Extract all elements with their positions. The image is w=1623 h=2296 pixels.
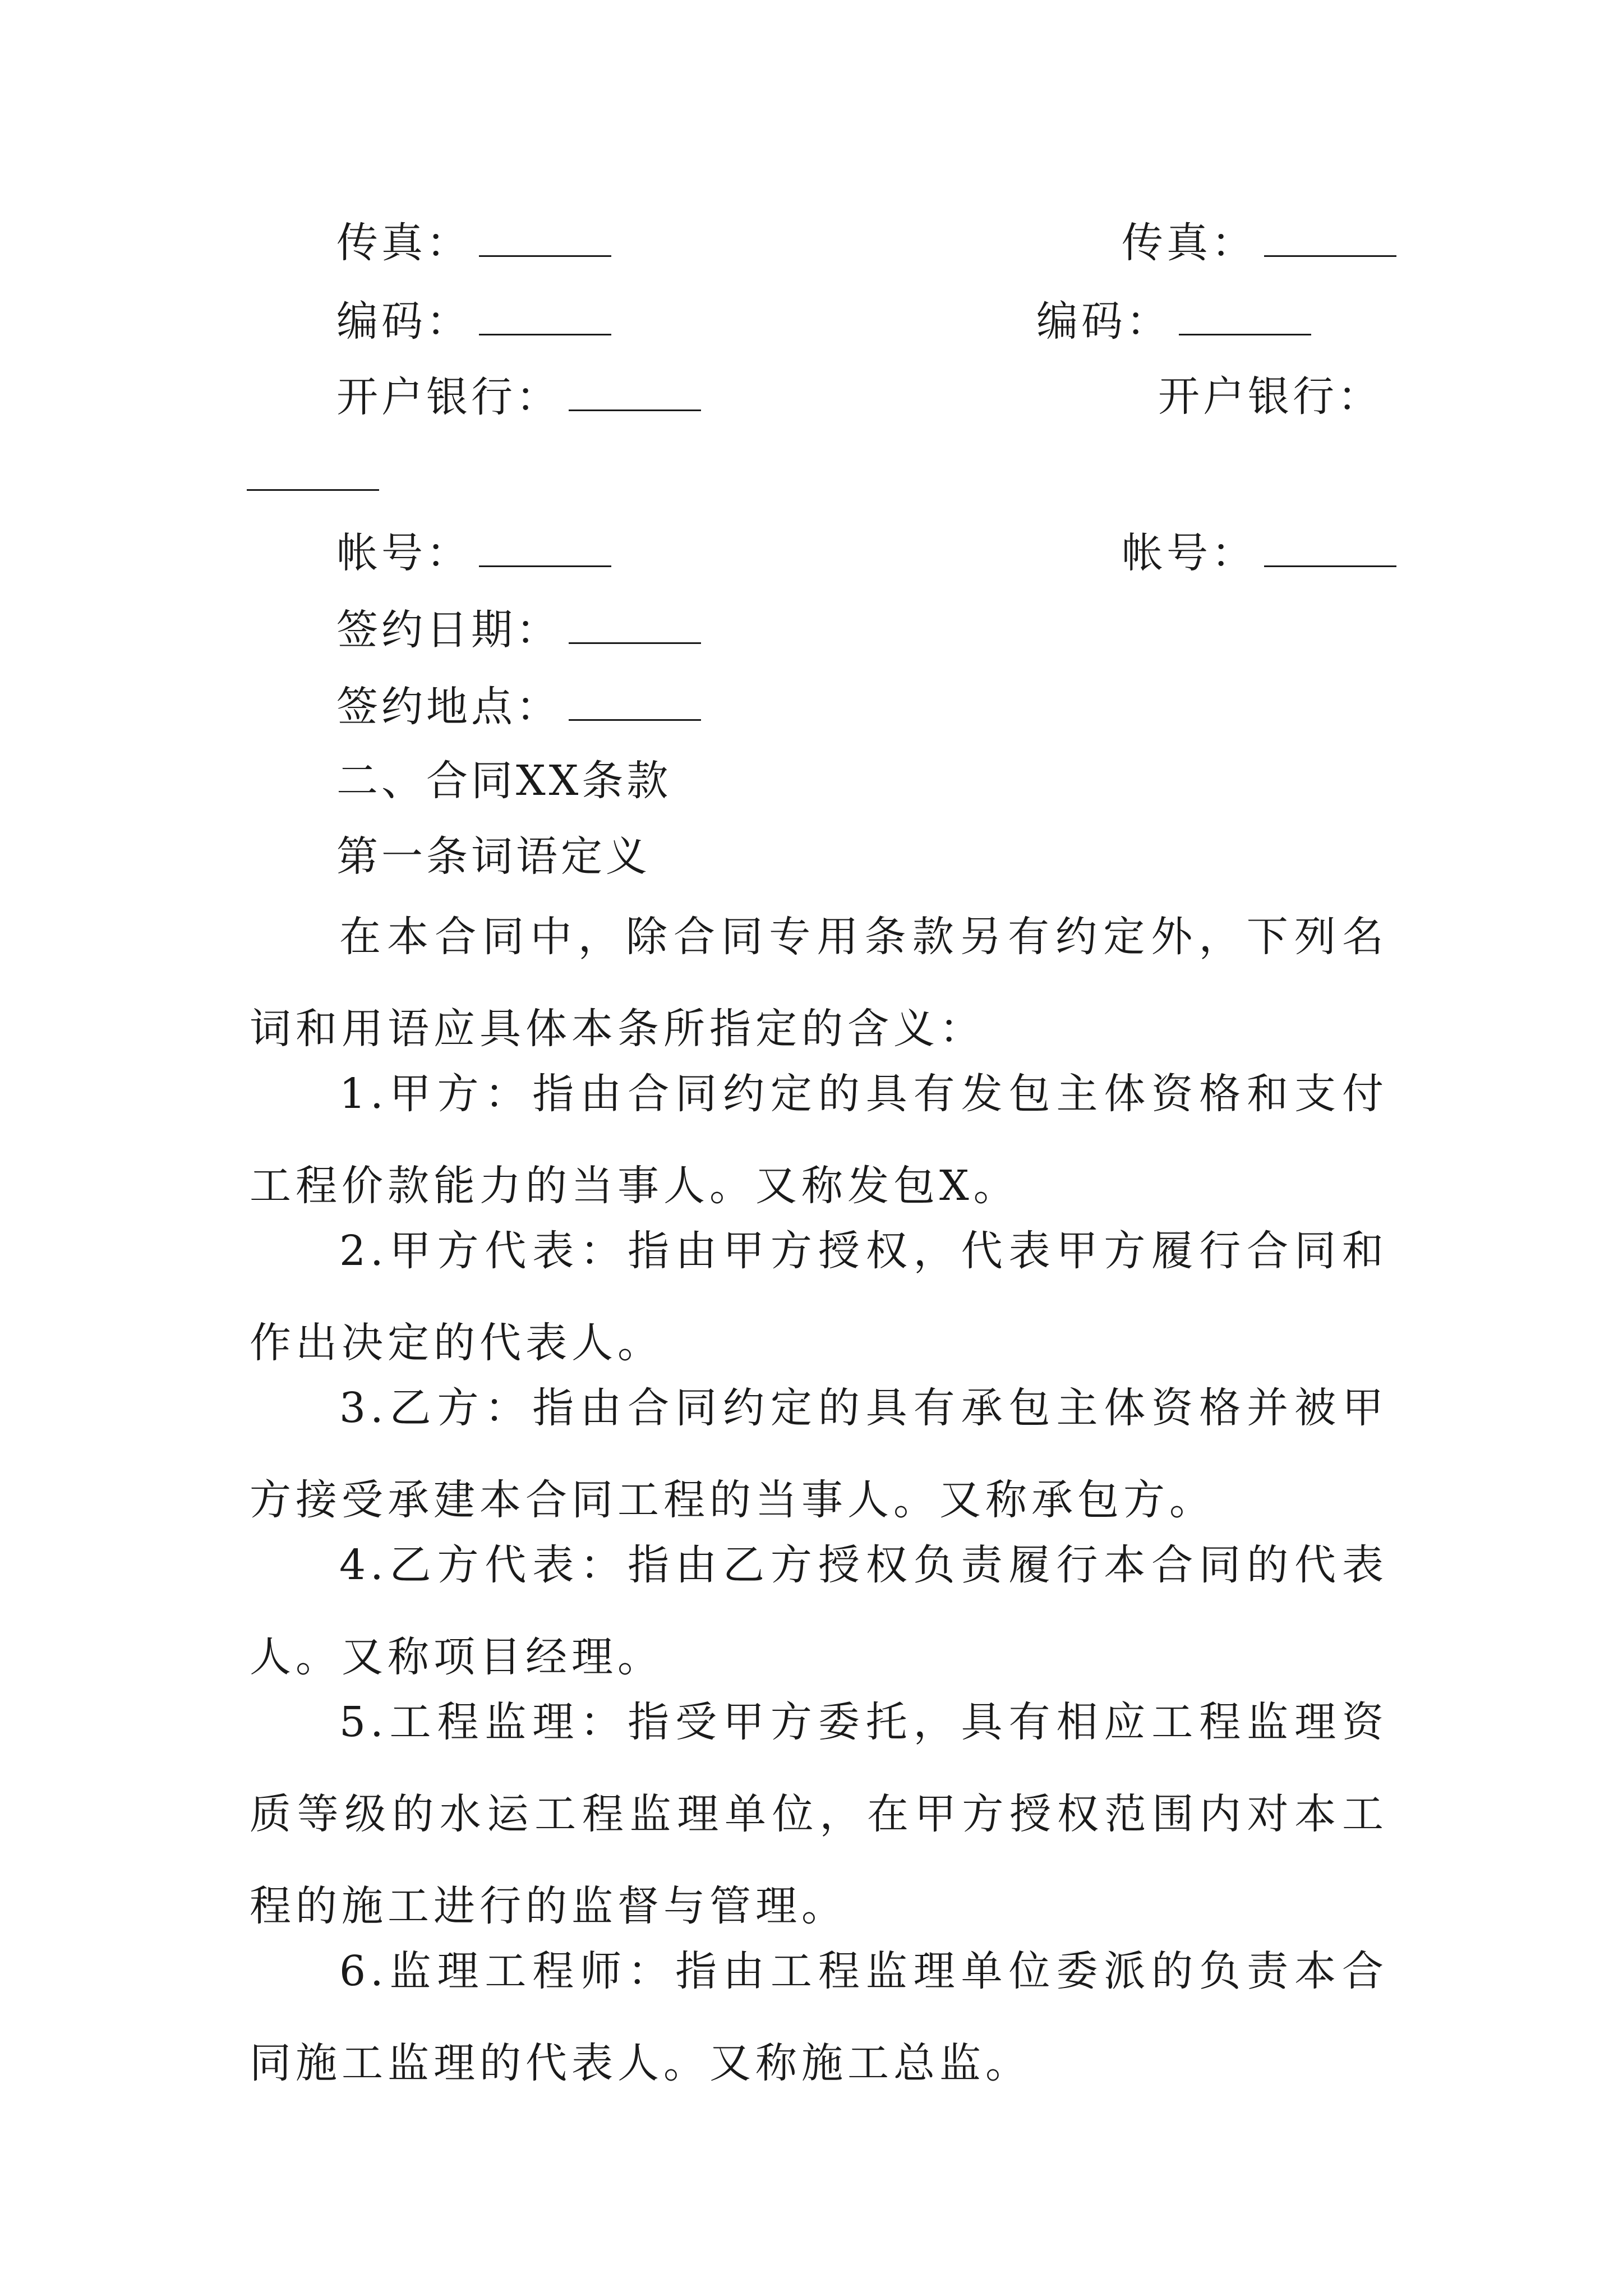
- party-b-code: [1036, 297, 1311, 346]
- account-label: 帐号：: [336, 529, 471, 577]
- bank-label: 开户银行：: [336, 373, 561, 421]
- party-b-bank: [1158, 372, 1382, 421]
- signing-place: [336, 683, 701, 731]
- party-a-fax: [336, 219, 611, 267]
- fax-blank: [1264, 222, 1396, 257]
- account-blank: [479, 532, 611, 567]
- bank-label: 开户银行：: [1158, 372, 1382, 421]
- fax-label: 传真：: [336, 219, 471, 267]
- party-b-bank-blank: [247, 489, 379, 491]
- code-label: 编码：: [1036, 297, 1171, 346]
- party-b-account: [1122, 529, 1396, 577]
- party-a-bank: [336, 373, 701, 421]
- section-heading: 二、合同XX条款: [336, 757, 672, 805]
- party-a-code: [336, 297, 611, 346]
- signing-date-blank: [569, 609, 701, 644]
- fax-blank: [479, 222, 611, 257]
- code-blank: [1179, 300, 1311, 335]
- code-blank: [479, 300, 611, 335]
- account-blank: [1264, 532, 1396, 567]
- account-label: 帐号：: [1122, 529, 1256, 577]
- signing-place-blank: [569, 685, 701, 721]
- party-a-account: [336, 529, 611, 577]
- code-label: 编码：: [336, 297, 471, 346]
- definition-paragraph-1: 1.甲方：指由合同约定的具有发包主体资格和支付工程价款能力的当事人。又称发包X。: [250, 1070, 1388, 1210]
- party-b-fax: [1122, 219, 1396, 267]
- article-heading: 第一条词语定义: [336, 832, 651, 881]
- definition-intro-paragraph: 在本合同中，除合同专用条款另有约定外，下列名词和用语应具体本条所指定的含义：: [250, 913, 1388, 1053]
- definition-paragraph-2: 2.甲方代表：指由甲方授权，代表甲方履行合同和作出决定的代表人。: [250, 1227, 1388, 1367]
- definition-paragraph-3: 3.乙方：指由合同约定的具有承包主体资格并被甲方接受承建本合同工程的当事人。又称承包方。: [250, 1384, 1388, 1524]
- signing-place-label: 签约地点：: [336, 683, 561, 731]
- signing-date: [336, 606, 701, 654]
- definition-paragraph-6: 6.监理工程师：指由工程监理单位委派的负责本合同施工监理的代表人。又称施工总监。: [250, 1947, 1388, 2087]
- fax-label: 传真：: [1122, 219, 1256, 267]
- bank-blank: [569, 376, 701, 411]
- definition-paragraph-4: 4.乙方代表：指由乙方授权负责履行本合同的代表人。又称项目经理。: [250, 1541, 1388, 1681]
- signing-date-label: 签约日期：: [336, 606, 561, 654]
- definition-paragraph-5: 5.工程监理：指受甲方委托，具有相应工程监理资质等级的水运工程监理单位，在甲方授权范围内对本工程的施工进行的监督与管理。: [250, 1698, 1388, 1930]
